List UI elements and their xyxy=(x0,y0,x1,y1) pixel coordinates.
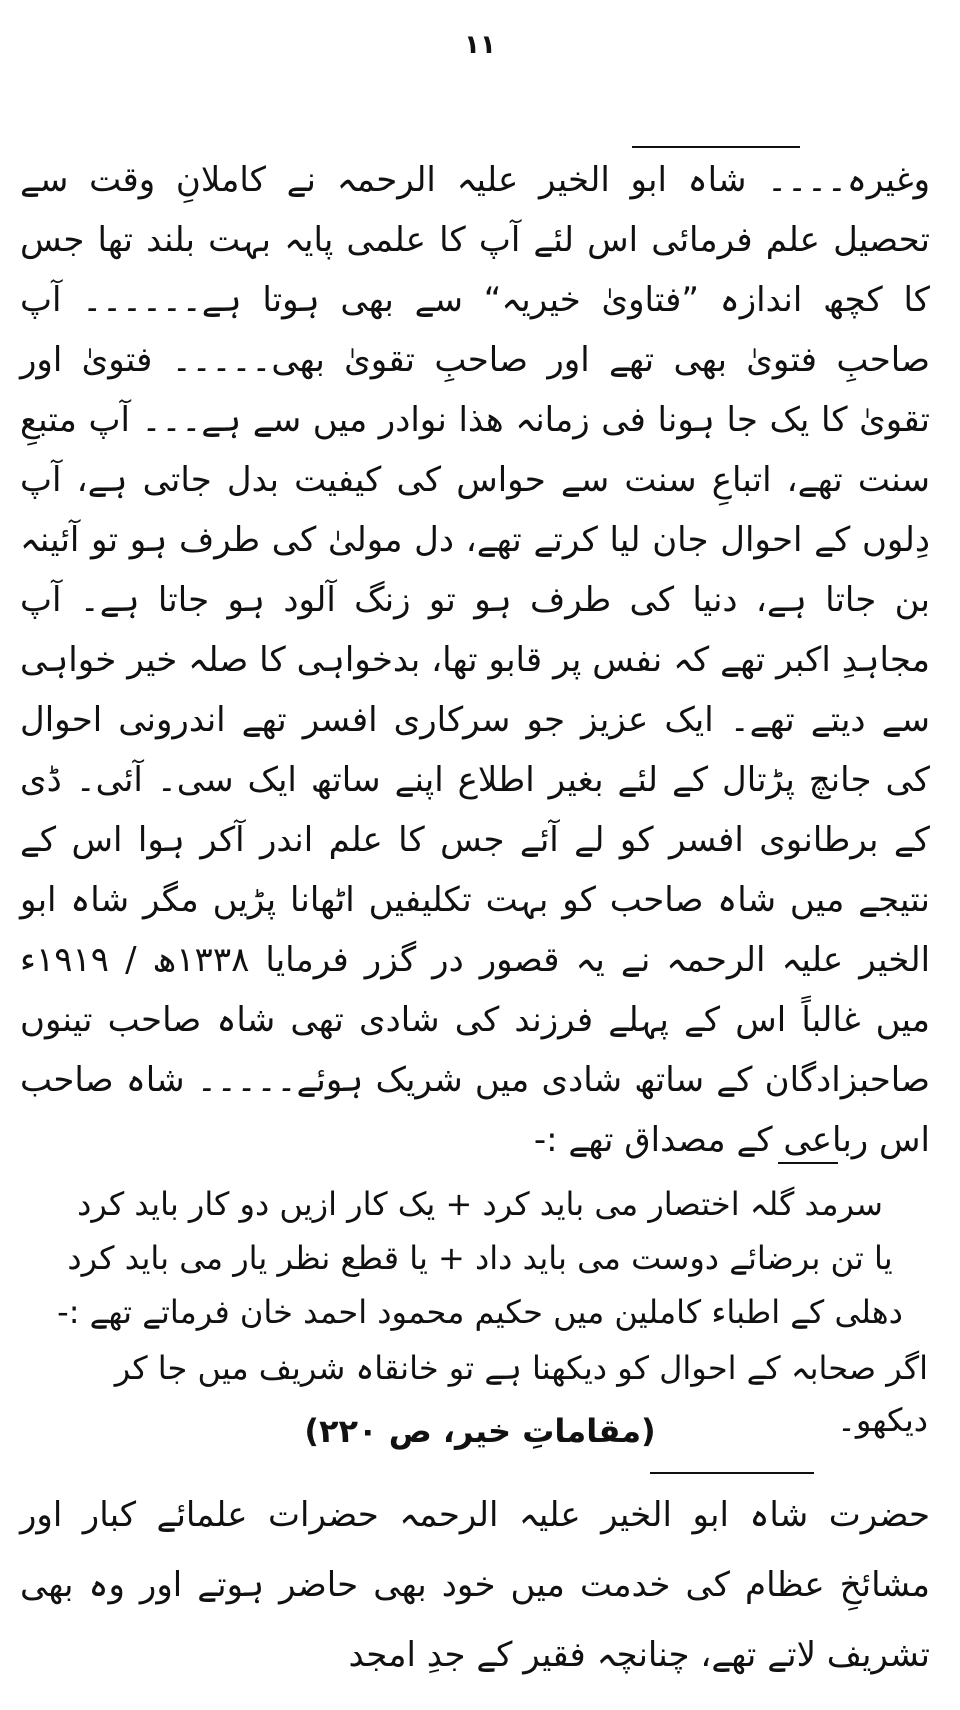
verse-line-2: یا تن برضائے دوست می باید داد + یا قطع نظر یار می باید کرد xyxy=(67,1239,893,1277)
name-overline-2 xyxy=(650,1472,814,1474)
tail-paragraph-text: حضرت شاہ ابو الخیر علیہ الرحمہ حضرات علمائے کبار اور مشائخِ عظام کی خدمت میں خود بھی حاضر ہوتے اور وہ بھی تشریف لاتے تھے، چنانچہ فقیر کے جدِ امجد xyxy=(20,1495,930,1675)
verse-line-3: دھلی کے اطباء کاملین میں حکیم محمود احمد خان فرماتے تھے :- xyxy=(57,1293,903,1331)
main-paragraph-text: وغیرہ۔۔۔۔ شاہ ابو الخیر علیہ الرحمہ نے کاملانِ وقت سے تحصیل علم فرمائی اس لئے آپ کا علمی پایہ بہت بلند تھا جس کا کچھ اندازہ ”فتاویٰ خیریہ“ سے بھی ہوتا ہے۔۔۔۔۔۔ آپ صاحبِ فتویٰ بھی تھے اور صاحبِ تقویٰ بھی۔۔۔۔۔ فتویٰ اور تقویٰ کا یک جا ہونا فی زمانہ ھذا نوادر میں سے ہے۔۔۔ آپ متبعِ سنت تھے، اتباعِ سنت سے حواس کی کیفیت بدل جاتی ہے، آپ دِلوں کے احوال جان لیا کرتے تھے، دل مولیٰ کی طرف ہو تو آئینہ بن جاتا ہے، دنیا کی طرف ہو تو زنگ آلود ہو جاتا ہے۔ آپ مجاہدِ اکبر تھے کہ نفس پر قابو تھا، بدخواہی کا صلہ خیر خواہی سے دیتے تھے۔ ایک عزیز جو سرکاری افسر تھے اندرونی احوال کی جانچ پڑتال کے لئے بغیر اطلاع اپنے ساتھ ایک سی۔ آئی۔ ڈی کے برطانوی افسر کو لے آئے جس کا علم اندر آکر ہوا اس کے نتیجے میں شاہ صاحب کو بہت تکلیفیں اٹھانا پڑیں مگر شاہ ابو الخیر علیہ الرحمہ نے یہ قصور در گزر فرمایا ۱۳۳۸ھ / ۱۹۱۹ء میں غالباً اس کے پہلے فرزند کی شادی تھی شاہ صاحب تینوں صاحبزادگان کے ساتھ شادی میں شریک ہوئے۔۔۔۔۔ شاہ صاحب اس رباعی کے مصداق تھے :- xyxy=(20,160,931,1160)
verse-line-1: سرمد گلہ اختصار می باید کرد + یک کار ازیں دو کار باید کرد xyxy=(77,1185,883,1223)
tail-paragraph xyxy=(20,1480,930,1690)
quote-line: اگر صحابہ کے احوال کو دیکھنا ہے تو خانقاہ شریف میں جا کر دیکھو۔ xyxy=(114,1349,928,1439)
main-paragraph xyxy=(20,150,930,1170)
verse-overline xyxy=(778,1162,838,1164)
citation: (مقاماتِ خیر، ص ۲۲۰) xyxy=(304,1412,656,1450)
page-number: ۱۱ xyxy=(464,30,496,60)
name-overline xyxy=(632,146,800,148)
